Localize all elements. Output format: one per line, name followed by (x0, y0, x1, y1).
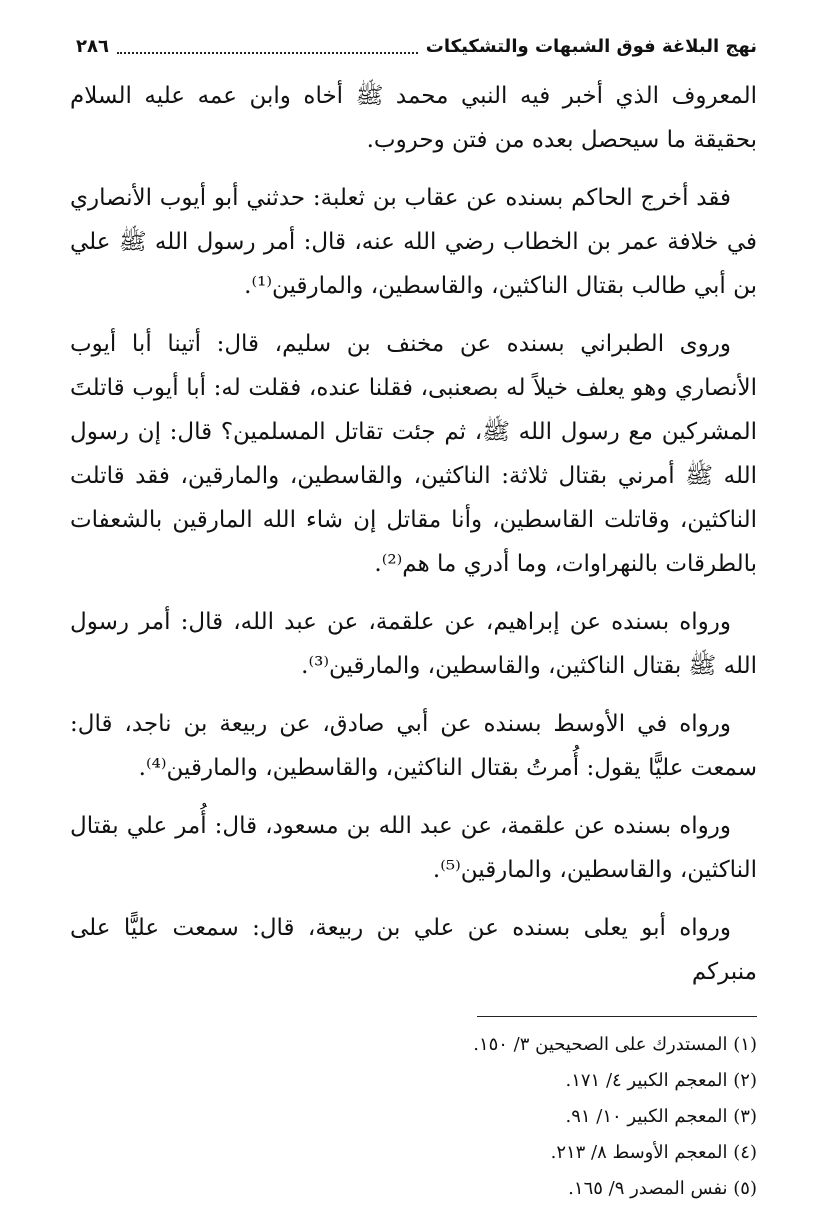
body-text (70, 74, 757, 994)
footnote-item: (٥) نفس المصدر ٩/ ١٦٥. (568, 1178, 757, 1199)
paragraph: المعروف الذي أخبر فيه النبي محمد ﷺ أخاه وابن عمه عليه السلام بحقيقة ما سيحصل بعده من فتن وحروب. (70, 83, 757, 153)
page-number: ٢٨٦ (76, 36, 109, 57)
book-page (70, 30, 757, 1207)
footnote-item: (٣) المعجم الكبير ١٠/ ٩١. (565, 1106, 757, 1127)
paragraph: ورواه في الأوسط بسنده عن أبي صادق، عن ربيعة بن ناجد، قال: سمعت عليًّا يقول: أُمرتُ بقتال الناكثين، والقاسطين، والمارقين⁽⁴⁾. (70, 711, 757, 781)
footnote-separator (477, 1016, 757, 1017)
paragraph: ورواه أبو يعلى بسنده عن علي بن ربيعة، قال: سمعت عليًّا على منبركم (70, 915, 757, 985)
footnotes (70, 1027, 757, 1207)
footnote-item: (٢) المعجم الكبير ٤/ ١٧١. (565, 1070, 757, 1091)
paragraph: ورواه بسنده عن إبراهيم، عن علقمة، عن عبد الله، قال: أمر رسول الله ﷺ بقتال الناكثين، والقاسطين، والمارقين⁽³⁾. (70, 609, 757, 679)
footnote-item: (١) المستدرك على الصحيحين ٣/ ١٥٠. (473, 1034, 757, 1055)
header-dot-leader (117, 52, 418, 54)
paragraph: وروى الطبراني بسنده عن مخنف بن سليم، قال: أتينا أبا أيوب الأنصاري وهو يعلف خيلاً له بصعنبى، فقلنا عنده، فقلت له: أبا أيوب قاتلتَ المشركين مع رسول الله ﷺ، ثم جئت تقاتل المسلمين؟ قال: إن رسول الله ﷺ أمرني بقتال ثلاثة: الناكثين، والقاسطين، والمارقين، فقد قاتلت الناكثين، وقاتلت القاسطين، وأنا مقاتل إن شاء الله المارقين بالشعفات بالطرقات بالنهراوات، وما أدري ما هم⁽²⁾. (70, 331, 757, 577)
running-title: نهج البلاغة فوق الشبهات والتشكيكات (425, 36, 757, 57)
footnote-item: (٤) المعجم الأوسط ٨/ ٢١٣. (550, 1142, 757, 1163)
paragraph: ورواه بسنده عن علقمة، عن عبد الله بن مسعود، قال: أُمر علي بقتال الناكثين، والقاسطين، والمارقين⁽⁵⁾. (70, 813, 757, 883)
paragraph: فقد أخرج الحاكم بسنده عن عقاب بن ثعلبة: حدثني أبو أيوب الأنصاري في خلافة عمر بن الخطاب رضي الله عنه، قال: أمر رسول الله ﷺ علي بن أبي طالب بقتال الناكثين، والقاسطين، والمارقين⁽¹⁾. (70, 185, 757, 299)
page-header (70, 30, 757, 64)
